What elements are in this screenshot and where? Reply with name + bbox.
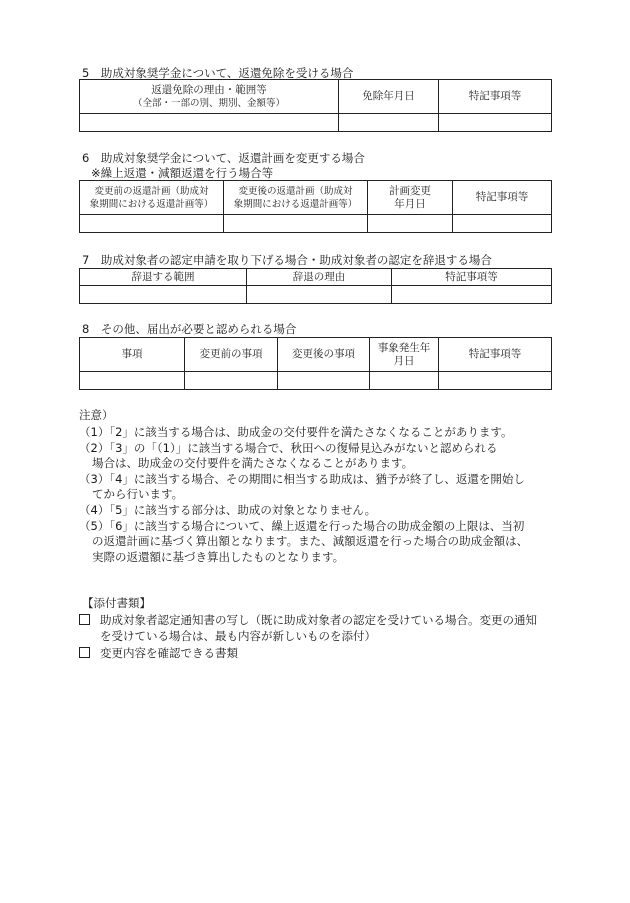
section6-col-notes: 特記事項等 [453,181,552,215]
section7-input-scope[interactable] [80,286,247,304]
attachment-item-2: 変更内容を確認できる書類 [79,646,238,662]
attachment-2-checkbox[interactable] [79,647,90,658]
section6-heading: 6 助成対象奨学金について、返還計画を変更する場合 [82,151,365,165]
note-line: （4）「5」に該当する部分は、助成の対象となりません。 [79,502,377,517]
section6-col-date: 計画変更 年月日 [368,181,453,215]
section7-table [79,268,552,304]
section7-input-notes[interactable] [392,286,552,304]
section6-col-after: 変更後の返還計画（助成対 象期間における返還計画等） [224,181,368,215]
section8-table [79,337,552,390]
section8-col-item: 事項 [80,338,185,372]
section5-table [79,79,552,132]
note-line: （2）「3」の「（1）」に該当する場合で、秋田への復帰見込みがないと認められる [79,440,498,455]
section8-input-after[interactable] [278,372,370,390]
section6-input-notes[interactable] [453,215,552,233]
section5-col-notes: 特記事項等 [439,80,552,114]
note-line: の返還計画に基づく算出額となります。また、減額返還を行った場合の助成金額は、 [92,534,529,549]
notes-list [79,425,528,565]
section6-input-before[interactable] [80,215,224,233]
section5-col-date: 免除年月日 [339,80,439,114]
note-line: （1）「2」に該当する場合は、助成金の交付要件を満たさなくなることがあります。 [79,425,513,439]
note-line: 実際の返還額に基づき算出したものとなります。 [92,549,345,564]
section8-col-before: 変更前の事項 [185,338,278,372]
section8-heading: 8 その他、届出が必要と認められる場合 [82,322,297,336]
section8-input-date[interactable] [370,372,439,390]
section5-input-reason[interactable] [80,114,339,132]
section8-input-before[interactable] [185,372,278,390]
section7-col-scope: 辞退する範囲 [80,269,247,286]
section7-col-reason: 辞退の理由 [247,269,392,286]
section6-subheading: ※繰上返還・減額返還を行う場合等 [91,166,274,180]
section8-col-notes: 特記事項等 [439,338,552,372]
attachments-title: 【添付書類】 [82,596,151,610]
section8-col-after: 変更後の事項 [278,338,370,372]
note-line: てから行います。 [92,487,184,502]
attachment-item-1: 助成対象者認定通知書の写し（既に助成対象者の認定を受けている場合。変更の通知 [79,613,537,629]
section5-col-reason: 返還免除の理由・範囲等 （全部・一部の別、期別、金額等） [80,80,339,114]
section6-table [79,180,552,233]
section7-input-reason[interactable] [247,286,392,304]
section7-col-notes: 特記事項等 [392,269,552,286]
attachment-1-checkbox[interactable] [79,614,90,625]
section8-input-item[interactable] [80,372,185,390]
attachment-item-1-cont: を受けている場合は、最も内容が新しいものを添付） [100,629,376,643]
section5-heading: 5 助成対象奨学金について、返還免除を受ける場合 [82,66,354,80]
note-line: （3）「4」に該当する場合、その期間に相当する助成は、猶予が終了し、返還を開始し [79,471,525,486]
section6-col-before: 変更前の返還計画（助成対 象期間における返還計画等） [80,181,224,215]
section6-input-after[interactable] [224,215,368,233]
section5-input-date[interactable] [339,114,439,132]
section6-input-date[interactable] [368,215,453,233]
section7-heading: 7 助成対象者の認定申請を取り下げる場合・助成対象者の認定を辞退する場合 [82,253,492,267]
note-line: 場合は、助成金の交付要件を満たさなくなることがあります。 [92,456,414,471]
section5-input-notes[interactable] [439,114,552,132]
note-line: （5）「6」に該当する場合について、繰上返還を行った場合の助成金額の上限は、当初 [79,518,525,533]
section8-col-date: 事象発生年 月日 [370,338,439,372]
section8-input-notes[interactable] [439,372,552,390]
notes-title: 注意） [79,408,114,422]
